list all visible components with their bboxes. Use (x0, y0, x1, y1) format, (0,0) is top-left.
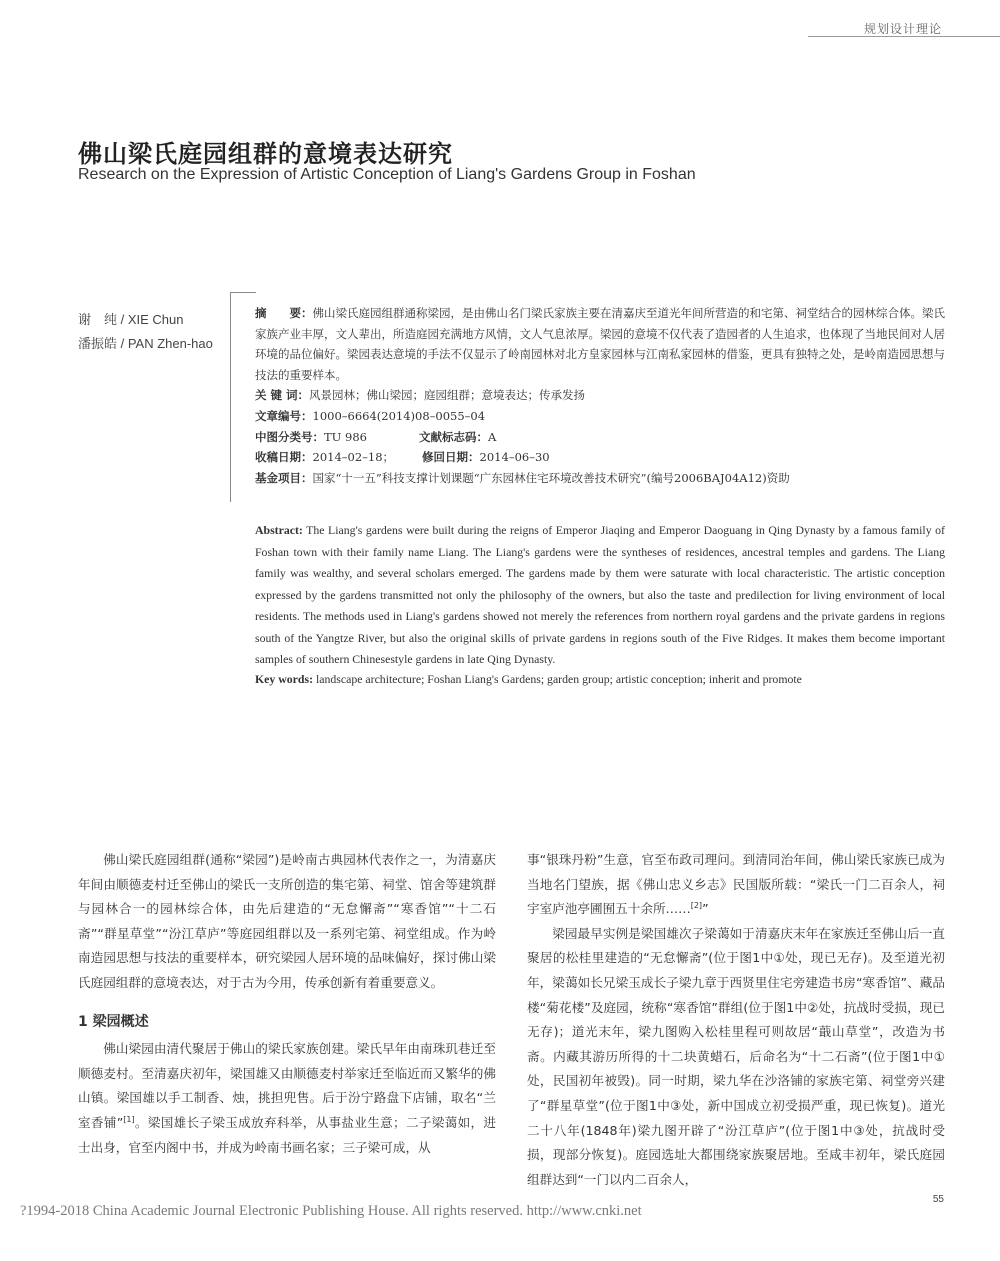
fund-label: 基金项目： (255, 470, 313, 485)
doc-code-value: A (487, 429, 497, 444)
citation-ref: [2] (690, 901, 703, 910)
keywords-cn-label: 关 键 词： (255, 388, 310, 403)
body-paragraph: 佛山梁氏庭园组群(通称“梁园”)是岭南古典园林代表作之一，为清嘉庆年间由顺德麦村迁至佛山的梁氏一支所创造的集宅第、祠堂、馆舍等建筑群与园林合一的园林综合体，由先后建造的“无怠懈斋”“寒香馆”“十二石斋”“群星草堂”“汾江草庐”等庭园组群以及一系列宅第、祠堂组成。作为岭南造园思想与技法的重要样本，研究梁园人居环境的品味偏好，探讨佛山梁氏庭园组群的意境表达，对于古为今用，传承创新有着重要意义。 (78, 852, 496, 990)
body-text: ” (702, 901, 709, 917)
abstract-en (255, 520, 945, 671)
body-right-column (527, 848, 945, 1192)
body-text: 佛山梁园由清代聚居于佛山的梁氏家族创建。梁氏早年由南珠玑巷迁至顺德麦村。至清嘉庆初年，梁国雄又由顺德麦村举家迁至临近而又繁华的佛山镇。梁国雄以手工制香、烛，挑担兜售。后于汾宁路盘下店铺，取名“兰室香铺” (78, 1041, 496, 1130)
keywords-cn (255, 385, 945, 406)
abstract-left-rule (230, 292, 231, 502)
keywords-cn-text: 风景园林；佛山梁园；庭园组群；意境表达；传承发扬 (309, 388, 586, 403)
section-label: 规划设计理论 (863, 22, 942, 36)
author-1: 谢 纯 / XIE Chun (78, 312, 184, 327)
abstract-en-block (255, 520, 945, 671)
article-title-en: Research on the Expression of Artistic Conception of Liang's Gardens Group in Foshan (78, 166, 696, 183)
keywords-en-label: Key words: (255, 672, 313, 686)
header-divider (808, 36, 1000, 37)
body-paragraph (527, 848, 945, 922)
body-paragraph: 梁园最早实例是梁国雄次子梁蔼如于清嘉庆末年在家族迁至佛山后一直聚居的松桂里建造的“无怠懈斋”(位于图1中①处，现已无存)。及至道光初年，梁蔼如长兄梁玉成长子梁九章于西贤里住宅旁建造书房“寒香馆”、藏品楼“菊花楼”及庭园，统称“寒香馆”群组(位于图1中②处，抗战时受损，现已无存)；道光末年，梁九图购入松桂里程可则故居“蕺山草堂”，改造为书斋。内藏其游历所得的十二块黄蜡石，后命名为“十二石斋”(位于图1中①处，民国初年被毁)。同一时期，梁九华在沙洛铺的家族宅第、祠堂旁兴建了“群星草堂”(位于图1中③处，新中国成立初受损严重，现已恢复)。道光二十八年(1848年)梁九图开辟了“汾江草庐”(位于图1中③处，抗战时受损，现部分恢复)。庭园选址大都围绕家族聚居地。至咸丰初年，梁氏庭园组群达到“一门以内二百余人， (527, 925, 945, 1187)
keywords-en-text: landscape architecture; Foshan Liang's Gardens; garden group; artistic conception; inherit and promote (315, 672, 802, 686)
article-title-cn: 佛山梁氏庭园组群的意境表达研究 (78, 140, 453, 168)
body-paragraph (78, 1037, 496, 1160)
received-label: 收稿日期： (255, 450, 313, 465)
body-text: 。梁国雄长子梁玉成放弃科举，从事盐业生意；二子梁蔼如，进士出身，官至内阁中书，并成为岭南书画名家；三子梁可成，从 (78, 1114, 496, 1155)
keywords-en (255, 672, 945, 687)
abstract-cn-block (255, 303, 945, 488)
doc-code-label: 文献标志码： (418, 429, 488, 444)
dates-row (255, 447, 945, 468)
classification-row (255, 427, 945, 448)
clc-label: 中图分类号： (255, 429, 324, 444)
abstract-en-text: The Liang's gardens were built during the reigns of Emperor Jiaqing and Emperor Daoguang in Qing Dynasty by a famous family of Foshan town with their family name Liang. The Liang's gardens were the syntheses of residences, ancestral temples and gardens. The Liang family was wealthy, and several scholars emerged. The gardens made by them were saturate with local characteristic. The artistic conception expressed by the gardens transmitted not only the philosophy of the owners, but also the taste and predilection for living environment of local residents. The methods used in Liang's gardens showed not merely the references from northern royal gardens and the private gardens in regions south of the Yangtze River, but also the original skills of private gardens in regions south of the Five Ridges. It makes them become important samples of southern Chinesestyle gardens in late Qing Dynasty. (255, 523, 945, 666)
abstract-cn (255, 303, 945, 385)
revised-label: 修回日期： (422, 450, 480, 465)
article-number (255, 406, 945, 427)
citation-ref: [1] (123, 1114, 135, 1124)
revised-value: 2014–06–30 (479, 450, 550, 465)
section-heading: 1 梁园概述 (78, 1013, 149, 1030)
fund-row (255, 468, 945, 489)
abstract-top-rule (230, 292, 256, 293)
body-left-column (78, 848, 496, 1160)
abstract-cn-text: 佛山梁氏庭园组群通称梁园，是由佛山名门梁氏家族主要在清嘉庆至道光年间所营造的和宅第、祠堂结合的园林综合体。梁氏家族产业丰厚，文人辈出，所造庭园充满地方风情，文人气息浓厚。梁园的意境不仅代表了造园者的人生追求，也体现了当地民间对人居环境的品位偏好。梁园表达意境的手法不仅显示了岭南园林对北方皇家园林与江南私家园林的借鉴，更具有独特之处，是岭南造园思想与技法的重要样本。 (255, 306, 945, 382)
abstract-cn-label: 摘 要： (255, 306, 313, 320)
author-2: 潘振皓 / PAN Zhen-hao (78, 336, 213, 351)
body-text: 事“银珠丹粉”生意，官至布政司理问。到清同治年间，佛山梁氏家族已成为当地名门望族，据《佛山忠义乡志》民国版所载：“梁氏一门二百余人，祠宇室庐池亭圃囿五十余所…… (527, 852, 945, 917)
clc-value: TU 986 (324, 429, 367, 444)
page-number: 55 (932, 1194, 944, 1205)
fund-value: 国家“十一五”科技支撑计划课题“广东园林住宅环境改善技术研究”(编号2006BAJ04A12)资助 (312, 470, 790, 485)
author-list (78, 308, 213, 356)
article-number-label: 文章编号： (255, 408, 313, 423)
abstract-en-label: Abstract: (255, 523, 303, 537)
article-number-value: 1000–6664(2014)08–0055–04 (312, 408, 486, 423)
copyright-notice: ?1994-2018 China Academic Journal Electronic Publishing House. All rights reserved. http://www.cnki.net (20, 1203, 642, 1219)
received-value: 2014–02–18； (312, 450, 395, 465)
